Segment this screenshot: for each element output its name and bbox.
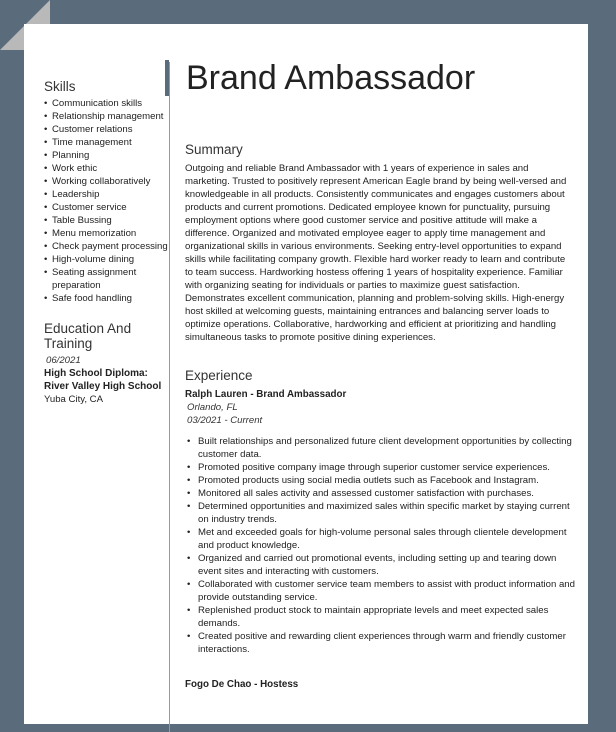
resume-page bbox=[24, 24, 588, 724]
sidebar bbox=[44, 79, 172, 406]
skills-heading: Skills bbox=[44, 79, 76, 94]
skill-item: • Safe food handling bbox=[44, 292, 172, 305]
education-date: 06/2021 bbox=[46, 355, 81, 366]
skill-item: • Customer service bbox=[44, 201, 172, 214]
summary-text: Outgoing and reliable Brand Ambassador with 1 years of experience in sales and marketing. Trusted to positively represent American Eagle brand by being well-versed and knowledgeable in all products. Consistently communicates and engages customers about products and current promotions. Dedicated employee known for punctuality, pursuing employment options where good customer service and positive attitude will make a difference. Organized and motivated employee eager to apply time management and organizational skills in various environments. Seeking entry-level opportunities to expand skills while facilitating company growth. Flexible hard worker ready to learn and contribute to team success. Hardworking hostess offering 1 years of hospitality experience. Familiar with organizing seating for individuals or parties to maximize guest satisfaction. Demonstrates excellent communication, planning and problem-solving skills. High-energy host skilled at welcoming guests, maintaining entrances and balancing server loads to optimize operations. Collaborative, hardworking and efficient at prioritizing and handling simultaneous tasks to promote positive dining experiences. bbox=[185, 163, 567, 343]
skill-item: • High-volume dining bbox=[44, 253, 172, 266]
education-degree: High School Diploma: bbox=[44, 368, 148, 379]
job-location: Orlando, FL bbox=[187, 402, 238, 413]
job-bullets bbox=[185, 435, 575, 656]
skill-item: • Check payment processing bbox=[44, 240, 172, 253]
skill-item: • Work ethic bbox=[44, 162, 172, 175]
summary-heading: Summary bbox=[185, 142, 243, 157]
job-bullet: • Organized and carried out promotional events, including setting up and tearing down event sites and interacting with customers. bbox=[185, 552, 575, 578]
job-dates: 03/2021 - Current bbox=[187, 415, 263, 426]
resume-title: Brand Ambassador bbox=[186, 59, 476, 97]
skill-item: • Planning bbox=[44, 149, 172, 162]
job-bullet: • Collaborated with customer service team members to assist with product information and provide outstanding service. bbox=[185, 578, 575, 604]
job-bullet: • Replenished product stock to maintain appropriate levels and meet expected sales demands. bbox=[185, 604, 575, 630]
skill-item: • Menu memorization bbox=[44, 227, 172, 240]
skills-list bbox=[44, 97, 172, 305]
job-bullet: • Created positive and rewarding client experiences through warm and friendly customer interactions. bbox=[185, 630, 575, 656]
skill-item: • Time management bbox=[44, 136, 172, 149]
experience-heading: Experience bbox=[185, 368, 253, 383]
main-content bbox=[185, 142, 575, 691]
job-bullet: • Monitored all sales activity and assessed customer satisfaction with purchases. bbox=[185, 487, 575, 500]
skill-item: • Customer relations bbox=[44, 123, 172, 136]
job-title: Ralph Lauren - Brand Ambassador bbox=[185, 389, 347, 400]
job-bullet: • Determined opportunities and maximized sales within specific market by staying current on industry trends. bbox=[185, 500, 575, 526]
skill-item: • Relationship management bbox=[44, 110, 172, 123]
next-job-title: Fogo De Chao - Hostess bbox=[185, 679, 299, 690]
education-location: Yuba City, CA bbox=[44, 394, 104, 405]
skill-item: • Leadership bbox=[44, 188, 172, 201]
skill-item: • Seating assignment preparation bbox=[44, 266, 172, 292]
skill-item: • Table Bussing bbox=[44, 214, 172, 227]
job-bullet: • Met and exceeded goals for high-volume personal sales through clientele development and product knowledge. bbox=[185, 526, 575, 552]
education-school: River Valley High School bbox=[44, 381, 162, 392]
job-bullet: • Promoted positive company image through superior customer service experiences. bbox=[185, 461, 575, 474]
skill-item: • Working collaboratively bbox=[44, 175, 172, 188]
job-bullet: • Built relationships and personalized future client development opportunities by collecting customer data. bbox=[185, 435, 575, 461]
job-bullet: • Promoted products using social media outlets such as Facebook and Instagram. bbox=[185, 474, 575, 487]
education-heading: Education And Training bbox=[44, 321, 132, 351]
skill-item: • Communication skills bbox=[44, 97, 172, 110]
